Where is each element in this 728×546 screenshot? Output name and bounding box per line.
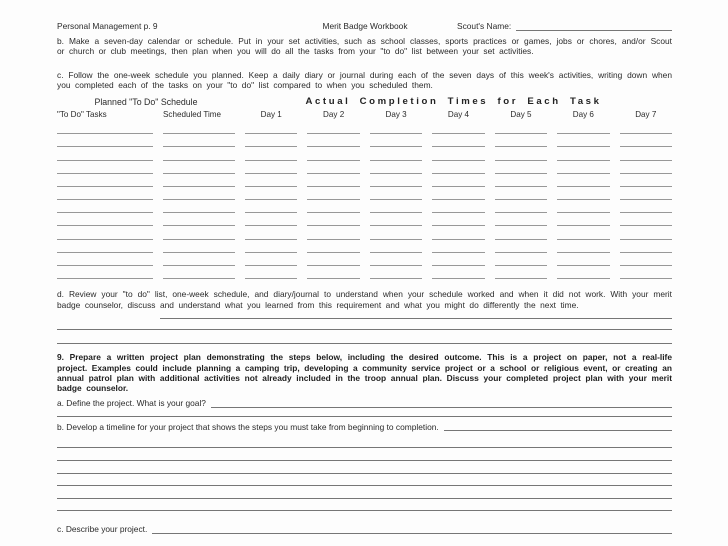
blank-entry-line — [163, 265, 235, 266]
answer-line — [57, 510, 672, 511]
blank-entry-line — [370, 265, 422, 266]
blank-entry-line — [245, 186, 297, 187]
blank-entry-line — [432, 212, 484, 213]
answer-line — [211, 407, 672, 408]
blank-entry-line — [245, 278, 297, 279]
blank-entry-line — [245, 252, 297, 253]
blank-entry-line — [557, 212, 609, 213]
blank-entry-line — [557, 186, 609, 187]
answer-line — [444, 430, 672, 431]
blank-entry-line — [57, 133, 153, 134]
blank-entry-line — [495, 225, 547, 226]
schedule-group-headers — [57, 97, 672, 108]
blank-entry-line — [245, 199, 297, 200]
blank-entry-line — [307, 133, 359, 134]
blank-entry-line — [57, 160, 153, 161]
blank-entry-line — [245, 146, 297, 147]
blank-entry-line — [307, 173, 359, 174]
requirement-8d-text: d. Review your "to do" list, one-week schedule, and diary/journal to understand when your schedule worked and when it did not work. With your merit badge counselor, discuss and understand what you learned from this requirement and what you might do differently the next time. — [57, 289, 672, 310]
blank-entry-line — [432, 199, 484, 200]
blank-entry-line — [163, 160, 235, 161]
table-row — [57, 213, 672, 226]
blank-entry-line — [57, 212, 153, 213]
scout-name-row — [457, 21, 672, 32]
answer-line — [160, 318, 672, 319]
blank-entry-line — [57, 146, 153, 147]
table-row — [57, 161, 672, 174]
table-row — [57, 226, 672, 239]
requirement-9b-row — [57, 422, 672, 433]
blank-entry-line — [370, 173, 422, 174]
blank-entry-line — [163, 212, 235, 213]
blank-entry-line — [370, 133, 422, 134]
requirement-9a-text: a. Define the project. What is your goal? — [57, 398, 206, 409]
table-row — [57, 200, 672, 213]
doc-title-center: Merit Badge Workbook — [322, 21, 408, 31]
blank-entry-line — [557, 225, 609, 226]
blank-entry-line — [163, 252, 235, 253]
blank-entry-line — [620, 199, 672, 200]
blank-entry-line — [307, 278, 359, 279]
blank-entry-line — [57, 252, 153, 253]
blank-entry-line — [432, 133, 484, 134]
blank-entry-line — [163, 146, 235, 147]
column-header: "To Do" Tasks — [57, 110, 107, 120]
blank-entry-line — [307, 212, 359, 213]
blank-entry-line — [307, 252, 359, 253]
blank-entry-line — [370, 186, 422, 187]
blank-entry-line — [163, 225, 235, 226]
blank-entry-line — [620, 173, 672, 174]
blank-entry-line — [245, 225, 297, 226]
blank-entry-line — [163, 173, 235, 174]
column-header: Day 7 — [635, 110, 657, 120]
blank-entry-line — [557, 173, 609, 174]
requirement-8d-block — [57, 289, 672, 322]
table-row — [57, 240, 672, 253]
blank-entry-line — [370, 239, 422, 240]
doc-title-left: Personal Management p. 9 — [57, 21, 158, 31]
table-row — [57, 121, 672, 134]
page-header — [57, 21, 672, 32]
blank-entry-line — [432, 278, 484, 279]
blank-entry-line — [620, 265, 672, 266]
answer-line — [57, 460, 672, 461]
blank-entry-line — [307, 186, 359, 187]
blank-entry-line — [495, 133, 547, 134]
blank-entry-line — [620, 239, 672, 240]
blank-entry-line — [163, 199, 235, 200]
blank-entry-line — [620, 278, 672, 279]
blank-entry-line — [620, 186, 672, 187]
blank-entry-line — [495, 173, 547, 174]
blank-entry-line — [620, 146, 672, 147]
blank-entry-line — [163, 239, 235, 240]
blank-entry-line — [57, 173, 153, 174]
scout-name-blank-line — [516, 30, 672, 31]
blank-entry-line — [495, 186, 547, 187]
answer-lines-9a — [57, 416, 672, 417]
blank-entry-line — [245, 212, 297, 213]
requirement-9a-row — [57, 398, 672, 409]
blank-entry-line — [495, 146, 547, 147]
blank-entry-line — [245, 173, 297, 174]
requirement-9c-text: c. Describe your project. — [57, 524, 148, 535]
actual-completion-header: Actual Completion Times for Each Task — [305, 95, 602, 107]
blank-entry-line — [495, 160, 547, 161]
blank-entry-line — [57, 199, 153, 200]
answer-lines-8d — [57, 329, 672, 344]
blank-entry-line — [432, 265, 484, 266]
blank-entry-line — [620, 252, 672, 253]
planned-schedule-header: Planned "To Do" Schedule — [94, 96, 198, 107]
blank-entry-line — [370, 199, 422, 200]
blank-entry-line — [495, 199, 547, 200]
blank-entry-line — [432, 186, 484, 187]
blank-entry-line — [370, 212, 422, 213]
answer-line — [57, 473, 672, 474]
blank-entry-line — [57, 265, 153, 266]
page-content — [57, 0, 672, 535]
column-header: Day 1 — [260, 110, 282, 120]
blank-entry-line — [370, 252, 422, 253]
blank-entry-line — [370, 160, 422, 161]
blank-entry-line — [432, 146, 484, 147]
table-row — [57, 174, 672, 187]
blank-entry-line — [163, 133, 235, 134]
blank-entry-line — [432, 160, 484, 161]
blank-entry-line — [245, 160, 297, 161]
requirement-9b-text: b. Develop a timeline for your project that shows the steps you must take from beginning to completion. — [57, 421, 439, 432]
blank-entry-line — [495, 265, 547, 266]
blank-entry-line — [557, 146, 609, 147]
schedule-column-headers — [57, 110, 672, 121]
blank-entry-line — [307, 239, 359, 240]
answer-line — [57, 343, 672, 344]
blank-entry-line — [370, 146, 422, 147]
blank-entry-line — [245, 239, 297, 240]
blank-entry-line — [620, 133, 672, 134]
blank-entry-line — [57, 186, 153, 187]
blank-entry-line — [620, 225, 672, 226]
blank-entry-line — [495, 239, 547, 240]
blank-entry-line — [557, 278, 609, 279]
blank-entry-line — [307, 146, 359, 147]
column-header: Day 6 — [572, 110, 594, 120]
answer-line — [57, 329, 672, 330]
blank-entry-line — [557, 252, 609, 253]
blank-entry-line — [163, 278, 235, 279]
blank-entry-line — [245, 265, 297, 266]
answer-line — [57, 498, 672, 499]
blank-entry-line — [57, 239, 153, 240]
blank-entry-line — [307, 160, 359, 161]
blank-entry-line — [432, 252, 484, 253]
answer-line — [57, 416, 672, 417]
blank-entry-line — [495, 212, 547, 213]
blank-entry-line — [432, 239, 484, 240]
blank-entry-line — [557, 133, 609, 134]
scout-name-label: Scout's Name: — [457, 21, 512, 31]
blank-entry-line — [307, 225, 359, 226]
blank-entry-line — [495, 278, 547, 279]
requirement-9-text: 9. Prepare a written project plan demonstrating the steps below, including the desired outcome. This is a project on paper, not a real-life project. Examples could include planning a camping trip, developing a community service project or a school or religious event, or creating an annual patrol plan with additional activities not already included in the troop annual plan. Discuss your completed project plan with your merit badge counselor. — [57, 352, 672, 394]
blank-entry-line — [57, 278, 153, 279]
answer-lines-9b — [57, 447, 672, 511]
answer-line — [152, 533, 672, 534]
blank-entry-line — [620, 212, 672, 213]
requirement-8c-text: c. Follow the one-week schedule you planned. Keep a daily diary or journal during each of the seven days of this week's activities, writing down when you completed each of the tasks on your "to do" list compared to when you scheduled them. — [57, 69, 672, 91]
column-header: Scheduled Time — [163, 110, 222, 120]
blank-entry-line — [163, 186, 235, 187]
schedule-blank-rows — [57, 121, 672, 279]
column-header: Day 5 — [510, 110, 532, 120]
blank-entry-line — [557, 199, 609, 200]
column-header: Day 2 — [323, 110, 345, 120]
blank-entry-line — [557, 265, 609, 266]
blank-entry-line — [307, 265, 359, 266]
table-row — [57, 266, 672, 279]
blank-entry-line — [245, 133, 297, 134]
blank-entry-line — [432, 225, 484, 226]
table-row — [57, 147, 672, 160]
blank-entry-line — [495, 252, 547, 253]
column-header: Day 3 — [385, 110, 407, 120]
blank-entry-line — [432, 173, 484, 174]
blank-entry-line — [557, 239, 609, 240]
table-row — [57, 134, 672, 147]
blank-entry-line — [57, 225, 153, 226]
column-header: Day 4 — [447, 110, 470, 120]
blank-entry-line — [557, 160, 609, 161]
answer-line — [57, 447, 672, 448]
blank-entry-line — [307, 199, 359, 200]
blank-entry-line — [620, 160, 672, 161]
table-row — [57, 253, 672, 266]
blank-entry-line — [370, 278, 422, 279]
answer-line — [57, 485, 672, 486]
table-row — [57, 187, 672, 200]
requirement-8b-text: b. Make a seven-day calendar or schedule. Put in your set activities, such as school classes, sports practices or games, jobs or chores, and/or Scout or church or club meetings, then plan when you will do all the tasks from your "to do" list between your set activities. — [57, 35, 672, 57]
blank-entry-line — [370, 225, 422, 226]
requirement-9c-row — [57, 524, 672, 535]
